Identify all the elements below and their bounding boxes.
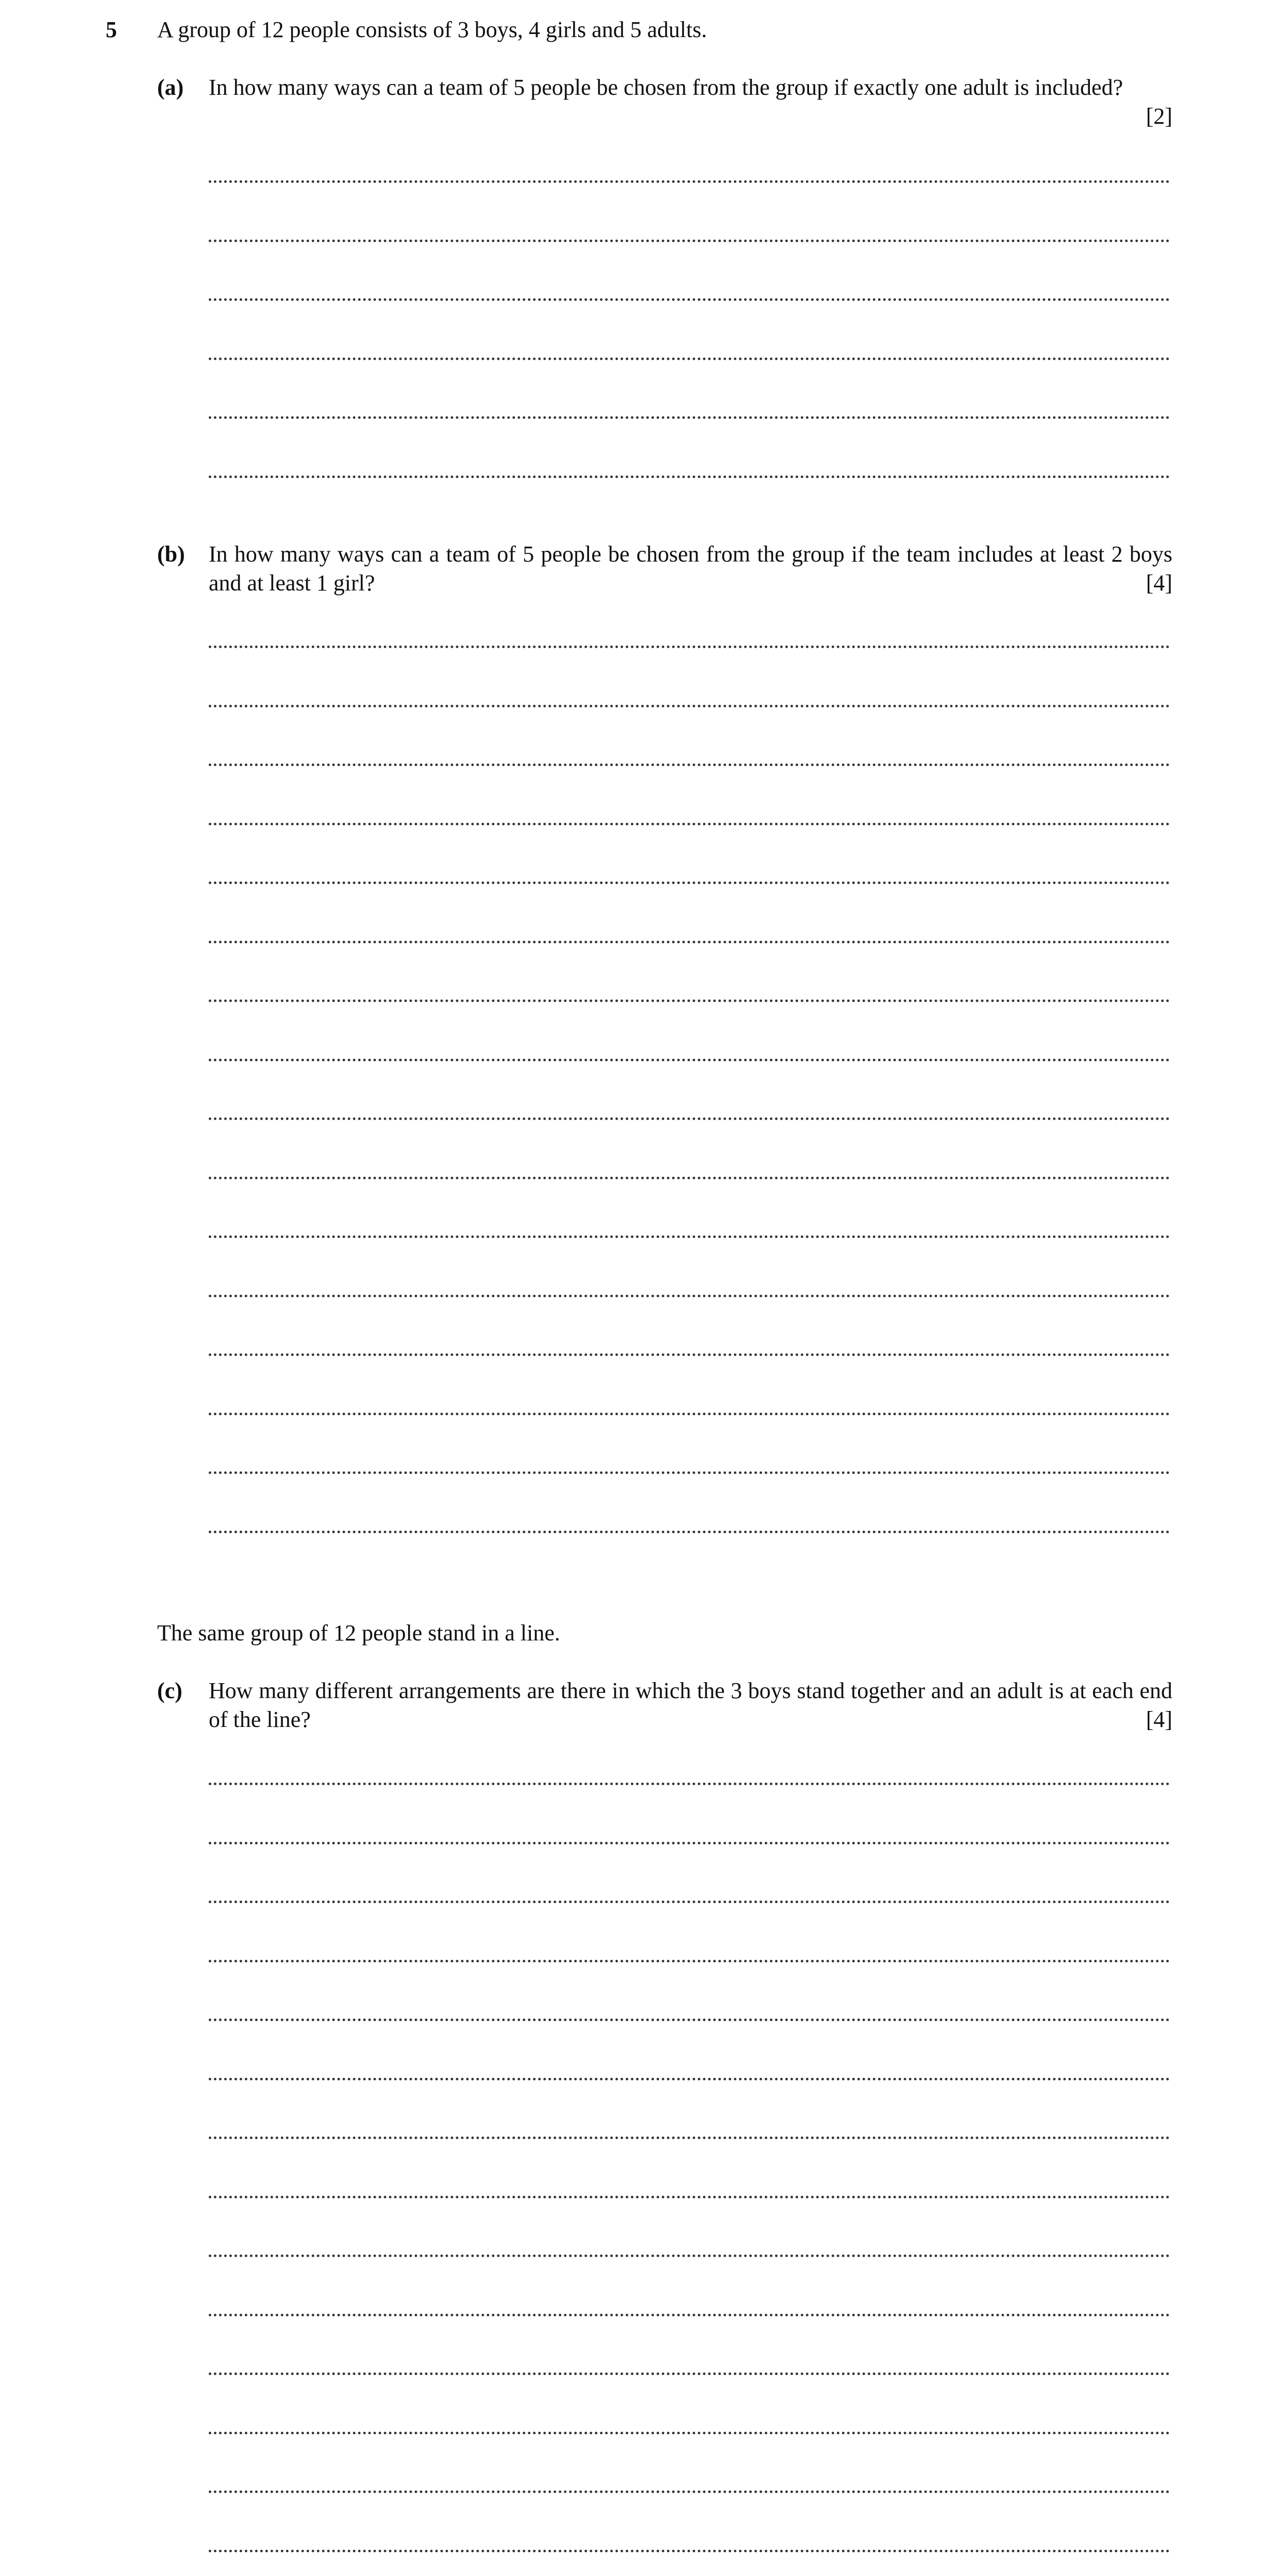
answer-line[interactable] (209, 2078, 1170, 2080)
answer-line[interactable] (209, 1117, 1170, 1120)
answer-line[interactable] (209, 298, 1170, 301)
answer-line[interactable] (209, 1960, 1170, 1962)
part-b-marks: [4] (1146, 570, 1172, 596)
part-c-label: (c) (157, 1678, 182, 1703)
answer-line[interactable] (209, 1295, 1170, 1297)
answer-line[interactable] (209, 2550, 1170, 2552)
answer-line[interactable] (209, 180, 1170, 183)
answer-line[interactable] (209, 1531, 1170, 1533)
answer-line[interactable] (209, 476, 1170, 478)
answer-line[interactable] (209, 764, 1170, 766)
answer-line[interactable] (209, 941, 1170, 943)
answer-line[interactable] (209, 1783, 1170, 1785)
part-c-text: How many different arrangements are there in which the 3 boys stand together and an adult is at each end of the line? (209, 1678, 1172, 1732)
question-stem: A group of 12 people consists of 3 boys, 4 girls and 5 adults. (157, 17, 707, 42)
answer-line[interactable] (209, 1471, 1170, 1474)
answer-line[interactable] (209, 2432, 1170, 2434)
answer-line[interactable] (209, 1413, 1170, 1415)
part-c-context: The same group of 12 people stand in a line. (157, 1620, 561, 1646)
answer-line[interactable] (209, 2372, 1170, 2375)
answer-line[interactable] (209, 2137, 1170, 2139)
answer-line[interactable] (209, 1059, 1170, 1061)
answer-line[interactable] (209, 646, 1170, 648)
part-b-text: In how many ways can a team of 5 people be chosen from the group if the team includes at least 2 boys and at least 1 girl? (209, 541, 1172, 596)
answer-line[interactable] (209, 1353, 1170, 1356)
answer-line[interactable] (209, 1235, 1170, 1238)
answer-line[interactable] (209, 999, 1170, 1002)
answer-line[interactable] (209, 1901, 1170, 1903)
question-number: 5 (106, 17, 117, 42)
answer-line[interactable] (209, 705, 1170, 707)
answer-line[interactable] (209, 2196, 1170, 2198)
part-b-label: (b) (157, 541, 185, 567)
part-c-marks: [4] (1146, 1707, 1172, 1732)
answer-line[interactable] (209, 2314, 1170, 2316)
answer-line[interactable] (209, 823, 1170, 825)
part-a-label: (a) (157, 75, 184, 100)
answer-line[interactable] (209, 2019, 1170, 2021)
part-a-marks: [2] (1146, 104, 1172, 129)
answer-line[interactable] (209, 1177, 1170, 1179)
part-a-text: In how many ways can a team of 5 people be chosen from the group if exactly one adult is included? (209, 75, 1123, 100)
answer-line[interactable] (209, 240, 1170, 242)
answer-line[interactable] (209, 358, 1170, 360)
answer-line[interactable] (209, 882, 1170, 884)
answer-line[interactable] (209, 2255, 1170, 2257)
answer-line[interactable] (209, 2490, 1170, 2493)
answer-line[interactable] (209, 1842, 1170, 1844)
answer-line[interactable] (209, 416, 1170, 419)
